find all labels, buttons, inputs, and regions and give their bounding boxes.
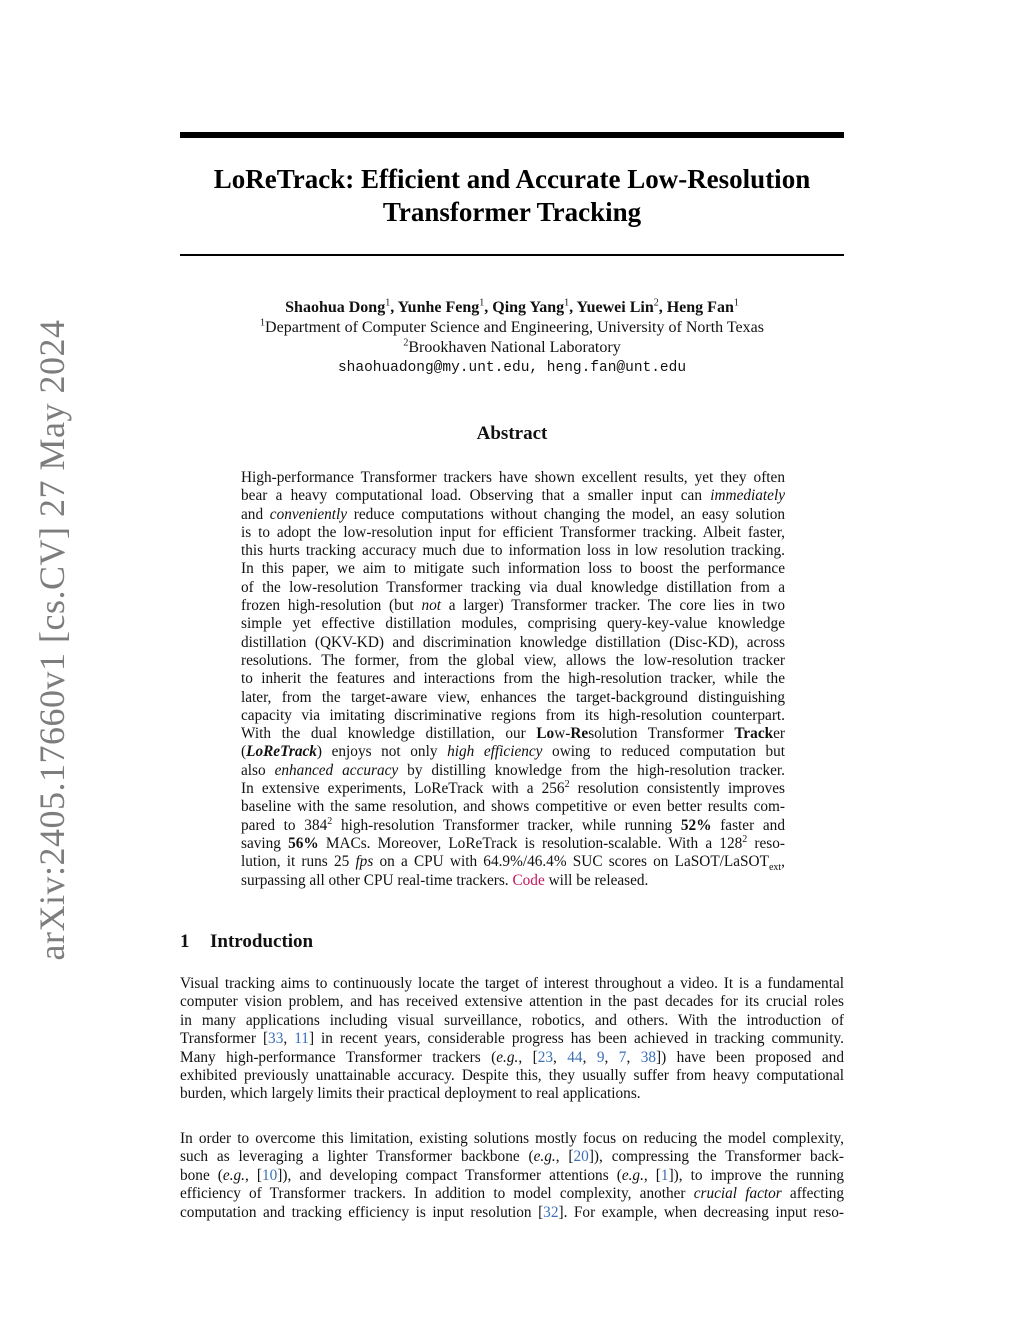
citation-link[interactable]: 20 <box>573 1148 589 1166</box>
affiliation-mark: 1 <box>260 317 266 329</box>
text-run: such as leveraging a lighter Transformer backbone ( <box>180 1148 534 1166</box>
text-run: resolution consistently improves <box>569 780 785 798</box>
text-run: pared to 384 <box>241 816 328 834</box>
abstract-line <box>241 743 785 761</box>
separator: , <box>626 1048 641 1066</box>
author-emails: shaohuadong@my.unt.edu, heng.fan@unt.edu <box>337 360 687 376</box>
citation-link[interactable]: 33 <box>268 1030 284 1048</box>
paragraph-line <box>180 1049 844 1067</box>
author-name: Yunhe Feng <box>397 299 480 316</box>
affiliation-mark: 2 <box>653 297 659 309</box>
text-run: ]) have been proposed and <box>656 1048 844 1066</box>
text-run: bear a heavy computational load. Observing that a smaller input can <box>241 487 711 505</box>
paragraph-line <box>180 1204 844 1222</box>
abstract-line: High-performance Transformer trackers have shown excellent results, yet they often <box>241 469 785 486</box>
abstract-line <box>241 853 785 874</box>
abstract-line <box>241 506 785 524</box>
emphasis: not <box>421 597 441 615</box>
paragraph-line: exhibited previously unattainable accuracy. Despite this, they usually suffer from heavy computational <box>180 1067 844 1085</box>
text-run: and <box>241 505 270 523</box>
bold-text: Track <box>734 725 774 743</box>
title-bottom-rule <box>180 254 844 256</box>
text-run: computation and tracking efficiency is input resolution [ <box>180 1203 544 1221</box>
superscript: 2 <box>742 833 748 845</box>
abstract-line <box>241 835 785 853</box>
emphasis: conveniently <box>269 505 348 523</box>
abstract-line: distillation (QKV-KD) and discrimination knowledge distillation (Disc-KD), across <box>241 633 785 651</box>
bold-italic-text: LoReTrack <box>246 743 317 761</box>
text-run: on a CPU with 64.9%/46.4% SUC scores on LaSOT/LaSOT <box>373 853 769 871</box>
paragraph-line <box>180 1185 844 1203</box>
affiliation-mark: 1 <box>385 297 391 309</box>
superscript: 2 <box>564 778 570 790</box>
separator: , <box>658 299 667 316</box>
text-run: ] in recent years, considerable progress has been achieved in tracking community. <box>308 1030 845 1048</box>
abstract-line: capacity via imitating discriminative regions from its high-resolution counterpart. <box>241 706 785 724</box>
text-run: ]), to improve the running <box>668 1166 845 1184</box>
emphasis: e.g. <box>621 1166 644 1184</box>
text-run: ]. For example, when decreasing input reso- <box>558 1203 845 1221</box>
text-run: Transformer [ <box>180 1030 269 1048</box>
text-run: faster and <box>711 816 785 834</box>
emphasis: fps <box>355 853 374 871</box>
citation-link[interactable]: 38 <box>640 1048 657 1066</box>
text-run: , [ <box>518 1048 538 1066</box>
text-run: owing to reduced computation but <box>542 743 785 761</box>
affiliation-mark: 1 <box>733 297 739 309</box>
text-run: surpassing all other CPU real-time trackers. <box>241 871 513 889</box>
abstract-line <box>241 780 785 798</box>
emphasis: crucial factor <box>693 1185 782 1203</box>
abstract-line: baseline with the same resolution, and shows competitive or even better results com- <box>241 798 785 816</box>
paragraph-line: in many applications including visual surveillance, robotics, and others. With the introduction of <box>180 1011 844 1029</box>
emphasis: enhanced accuracy <box>274 761 399 779</box>
title-line: Transformer Tracking <box>382 197 642 227</box>
abstract-line <box>241 725 785 743</box>
bold-text: Re <box>570 725 589 743</box>
emphasis: immediately <box>710 487 785 505</box>
abstract-line: simple yet effective distillation modules, comprising query-key-value knowledge <box>241 615 785 633</box>
separator: , <box>484 299 493 316</box>
text-run: MACs. Moreover, LoReTrack is resolution-scalable. With a 128 <box>318 834 743 852</box>
paper-title <box>180 163 844 229</box>
code-link[interactable]: Code <box>512 871 545 889</box>
affiliation-text: Brookhaven National Laboratory <box>408 339 621 356</box>
paragraph-line <box>180 1167 844 1185</box>
text-run: w- <box>554 725 571 743</box>
text-run: frozen high-resolution (but <box>241 597 422 615</box>
paragraph-line <box>180 1148 844 1166</box>
text-run: ) enjoys not only <box>316 743 448 761</box>
citation-link[interactable]: 9 <box>596 1048 605 1066</box>
bold-text: 52% <box>680 816 712 834</box>
abstract-line: resolutions. The former, from the global view, allows the low-resolution tracker <box>241 651 785 669</box>
citation-link[interactable]: 10 <box>262 1166 278 1184</box>
text-run: ( <box>241 743 247 761</box>
text-run: , [ <box>555 1148 574 1166</box>
title-top-rule <box>180 132 844 138</box>
text-run: ]), and developing compact Transformer attentions ( <box>277 1166 622 1184</box>
text-run: affecting <box>781 1185 844 1203</box>
section-number: 1 <box>180 931 190 952</box>
separator: , <box>582 1048 597 1066</box>
text-run: , [ <box>643 1166 661 1184</box>
text-run: , [ <box>245 1166 262 1184</box>
bold-text: Lo <box>536 725 555 743</box>
paragraph-line: Visual tracking aims to continuously locate the target of interest throughout a video. It is a fundamental <box>180 975 844 992</box>
affiliation-mark: 1 <box>479 297 485 309</box>
text-run: bone ( <box>180 1166 223 1184</box>
author-block <box>180 298 844 378</box>
separator: , <box>283 1030 295 1048</box>
text-run: In extensive experiments, LoReTrack with a 256 <box>241 780 565 798</box>
abstract-line <box>241 597 785 615</box>
author-name: Shaohua Dong <box>285 299 386 316</box>
bold-text: 56% <box>288 834 319 852</box>
author-name: Heng Fan <box>666 299 734 316</box>
affiliation-text: Department of Computer Science and Engineering, University of North Texas <box>265 319 764 336</box>
section-heading <box>180 931 313 953</box>
affiliation-1 <box>180 318 844 338</box>
emphasis: e.g. <box>496 1048 519 1066</box>
text-run: will be released. <box>544 871 649 889</box>
text-run: , <box>781 853 785 871</box>
emphasis: high efficiency <box>447 743 543 761</box>
text-run: Many high-performance Transformer trackers ( <box>180 1048 497 1066</box>
text-run: reso- <box>747 834 786 852</box>
text-run: lution, it runs 25 <box>241 853 356 871</box>
abstract-line <box>241 817 785 835</box>
paragraph-line <box>180 1030 844 1048</box>
abstract-line: is to adopt the low-resolution input for efficient Transformer tracking. Albeit faster, <box>241 523 785 541</box>
paragraph-line: In order to overcome this limitation, existing solutions mostly focus on reducing the model complexity, <box>180 1130 844 1147</box>
text-run: by distilling knowledge from the high-resolution tracker. <box>398 761 785 779</box>
text-run: a larger) Transformer tracker. The core lies in two <box>440 597 785 615</box>
text-run: With the dual knowledge distillation, our <box>241 725 537 743</box>
text-run: solution Transformer <box>588 725 735 743</box>
abstract-line <box>241 872 785 890</box>
text-run: er <box>773 725 786 743</box>
citation-link[interactable]: 7 <box>618 1048 627 1066</box>
citation-link[interactable]: 11 <box>294 1030 309 1048</box>
abstract-line: of the low-resolution Transformer tracking via dual knowledge distillation from a <box>241 578 785 596</box>
text-run: high-resolution Transformer tracker, while running <box>332 816 681 834</box>
text-run: ]), compressing the Transformer back- <box>588 1148 845 1166</box>
author-name: Yuewei Lin <box>576 299 654 316</box>
intro-paragraph <box>180 1130 844 1222</box>
abstract-line: later, from the target-aware view, enhances the target-background distinguishing <box>241 688 785 706</box>
text-run: also <box>241 761 275 779</box>
affiliation-2 <box>180 338 844 358</box>
separator: , <box>553 1048 568 1066</box>
separator: , <box>569 299 577 316</box>
intro-paragraph <box>180 975 844 1104</box>
title-line: LoReTrack: Efficient and Accurate Low-Resolution <box>213 164 811 194</box>
affiliation-mark: 2 <box>403 337 409 349</box>
affiliation-mark: 1 <box>564 297 570 309</box>
citation-link[interactable]: 1 <box>660 1166 669 1184</box>
text-run: saving <box>241 834 289 852</box>
separator: , <box>390 299 398 316</box>
abstract-line: this hurts tracking accuracy much due to information loss in low resolution tracking. <box>241 542 785 560</box>
paragraph-line: computer vision problem, and has received extensive attention in the past decades for its crucial roles <box>180 993 844 1011</box>
citation-link[interactable]: 23 <box>537 1048 553 1066</box>
superscript: 2 <box>327 815 333 827</box>
abstract-body <box>241 469 785 890</box>
arxiv-identifier: arXiv:2405.17660v1 [cs.CV] 27 May 2024 <box>32 319 72 961</box>
abstract-heading: Abstract <box>476 423 548 444</box>
citation-link[interactable]: 44 <box>567 1048 583 1066</box>
separator: , <box>604 1048 619 1066</box>
section-title: Introduction <box>210 931 314 952</box>
abstract-line <box>241 762 785 780</box>
text-run: efficiency of Transformer trackers. In addition to model complexity, another <box>180 1185 694 1203</box>
author-name: Qing Yang <box>492 299 565 316</box>
text-run: reduce computations without changing the model, an easy solution <box>347 505 785 523</box>
abstract-line <box>241 487 785 505</box>
emphasis: e.g. <box>222 1166 245 1184</box>
abstract-line: to inherit the features and interactions from the high-resolution tracker, while the <box>241 670 785 688</box>
citation-link[interactable]: 32 <box>543 1203 559 1221</box>
author-names <box>180 298 844 318</box>
emphasis: e.g. <box>533 1148 556 1166</box>
paragraph-line: burden, which largely limits their practical deployment to real applications. <box>180 1085 641 1103</box>
abstract-line: In this paper, we aim to mitigate such information loss to boost the performance <box>241 560 785 578</box>
subscript: ext <box>768 862 782 874</box>
